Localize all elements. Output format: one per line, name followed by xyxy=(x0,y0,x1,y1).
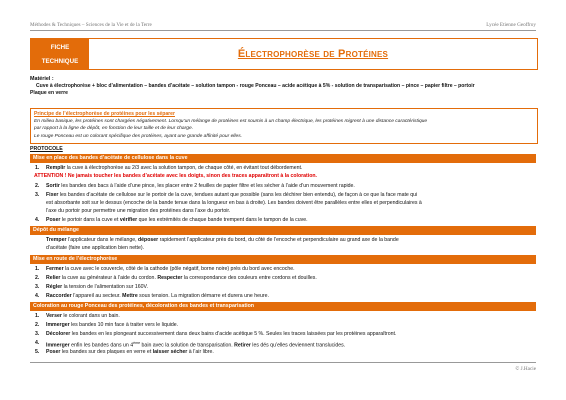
section-header-depot: Dépôt du mélange xyxy=(30,226,536,235)
section-header-mise-en-route: Mise en route de l’électrophorèse xyxy=(30,255,536,264)
header-left: Méthodes & Techniques – Sciences de la Vie et de la Terre xyxy=(30,22,152,28)
step-text: Immerger les bandes 10 min face à traiter vers le liquide. xyxy=(46,322,179,328)
step-number: 1. xyxy=(35,266,40,272)
fiche-technique-label xyxy=(31,39,89,69)
materiel-line1: Cuve à électrophorèse + bloc d’alimentation – bandes d’acétate – solution tampon - rouge Ponceau – acide acétique à 5% - solution de transparisation – pince – papier filtre – portoir xyxy=(36,83,475,89)
step-text: Relier la cuve au générateur à l’aide du cordon. Respecter la correspondance des couleurs entre cordons et douilles. xyxy=(46,275,317,281)
step-text: Verser le colorant dans un bain. xyxy=(46,313,120,319)
footer-copyright: © J.Hacie xyxy=(515,366,536,372)
principe-line2: par rapport à la ligne de dépôt, en fonction de leur taille et de leur charge. xyxy=(34,126,194,132)
header-right: Lycée Etienne Geoffroy xyxy=(486,22,536,28)
step-number: 1. xyxy=(35,313,40,319)
step-text: Poser les bandes sur des plaques en verre et laisser sécher à l’air libre. xyxy=(46,349,214,355)
materiel-list xyxy=(30,83,538,97)
section-header-mise-en-place: Mise en place des bandes d’acétate de cellulose dans la cuve xyxy=(30,154,536,163)
step-text: Immerger enfin les bandes dans un 4ème bain avec la solution de transparisation. Retirer les dés qu’elles deviennent translucides. xyxy=(46,341,346,349)
step-text: Régler la tension de l’alimentation sur 160V. xyxy=(46,284,148,290)
fiche-label-line2: TECHNIQUE xyxy=(41,58,79,65)
page-title: Électrophorèse de Protéines xyxy=(237,48,389,60)
principe-heading: Principe de l’électrophorèse de protéines pour les séparer xyxy=(34,111,175,117)
step-text: Fixer les bandes d’acétate de cellulose sur le portoir de la cuve, tendues autant que possible (sans les déchirer bien entendu), de façon à ce que la face mate qui xyxy=(46,192,418,198)
principe-line1: En milieu basique, les protéines sont chargées négativement. Lorsqu’un mélange de protéines est soumis à un champ électrique, les protéines migrent à une distance caractéristique xyxy=(34,119,428,124)
step-number: 3. xyxy=(35,284,40,290)
step-number: 4. xyxy=(35,217,40,223)
footer-rule xyxy=(30,362,536,363)
fiche-label-line1: FICHE xyxy=(50,44,70,51)
step-1-3-cont1: est absorbante soit sur le dessus (encoche de la bande tenue dans la longueur en bas à droite). Les bandes doivent être parallèles entre elles et perpendiculaires à xyxy=(46,200,422,206)
materiel-heading: Matériel : xyxy=(30,76,54,82)
step-text: Décolorer les bandes en les plongeant successivement dans deux bains d’acide acétique 5 %. Seules les traces laissées par les protéines apparaîtront. xyxy=(46,331,397,337)
principe-box xyxy=(30,108,538,144)
header-rule xyxy=(30,30,536,31)
step-text: Remplir la cuve à électrophorèse au 2/3 avec la solution tampon, de chaque côté, en évitant tout débordement. xyxy=(46,165,303,171)
step-number: 4. xyxy=(35,293,40,299)
step-text: Poser le portoir dans la cuve et vérifier que les extrémités de chaque bande trempent dans le tampon de la cuve. xyxy=(46,217,308,223)
step-1-3-cont2: l’axe du portoir pour permettre une migration des protéines dans l’axe du portoir. xyxy=(46,208,231,214)
step-text: Fermer la cuve avec le couvercle, côté de la cathode (pôle négatif, borne noire) près du bord avec encoche. xyxy=(46,266,295,272)
step-number: 3. xyxy=(35,331,40,337)
step-number: 2. xyxy=(35,183,40,189)
depot-line2: d’acétate (faire une application bien nette). xyxy=(46,245,145,251)
step-number: 1. xyxy=(35,165,40,171)
materiel-line2: Plaque en verre xyxy=(30,90,68,97)
step-text: Raccorder l’appareil au secteur. Mettre sous tension. La migration démarre et durera une heure. xyxy=(46,293,269,299)
step-number: 3. xyxy=(35,192,40,198)
protocole-label: PROTOCOLE xyxy=(30,146,63,152)
step-number: 2. xyxy=(35,322,40,328)
section-header-coloration: Coloration au rouge Ponceau des protéines, décoloration des bandes et transparisation xyxy=(30,302,536,311)
principe-line3: Le rouge Ponceau est un colorant spécifique des protéines, ayant une grande affinité pour elles. xyxy=(34,133,242,139)
step-number: 2. xyxy=(35,275,40,281)
principe-text xyxy=(34,118,534,140)
step-number: 4. xyxy=(35,340,40,346)
step-number: 5. xyxy=(35,349,40,355)
page-header xyxy=(30,20,536,32)
depot-line1: Tremper l’applicateur dans le mélange, déposer rapidement l’applicateur près du bord, du côté de l’encoche et perpendiculaire au grand axe de la bande xyxy=(46,237,399,243)
title-box xyxy=(30,38,538,70)
step-text: Sortir les bandes des bacs à l’aide d’une pince, les placer entre 2 feuilles de papier filtre et les sécher à l’aide d’un mouvement rapide. xyxy=(46,183,355,189)
attention-text: ATTENTION ! Ne jamais toucher les bandes d’acétate avec les doigts, sinon des traces apparaîtront à la coloration. xyxy=(34,173,317,179)
